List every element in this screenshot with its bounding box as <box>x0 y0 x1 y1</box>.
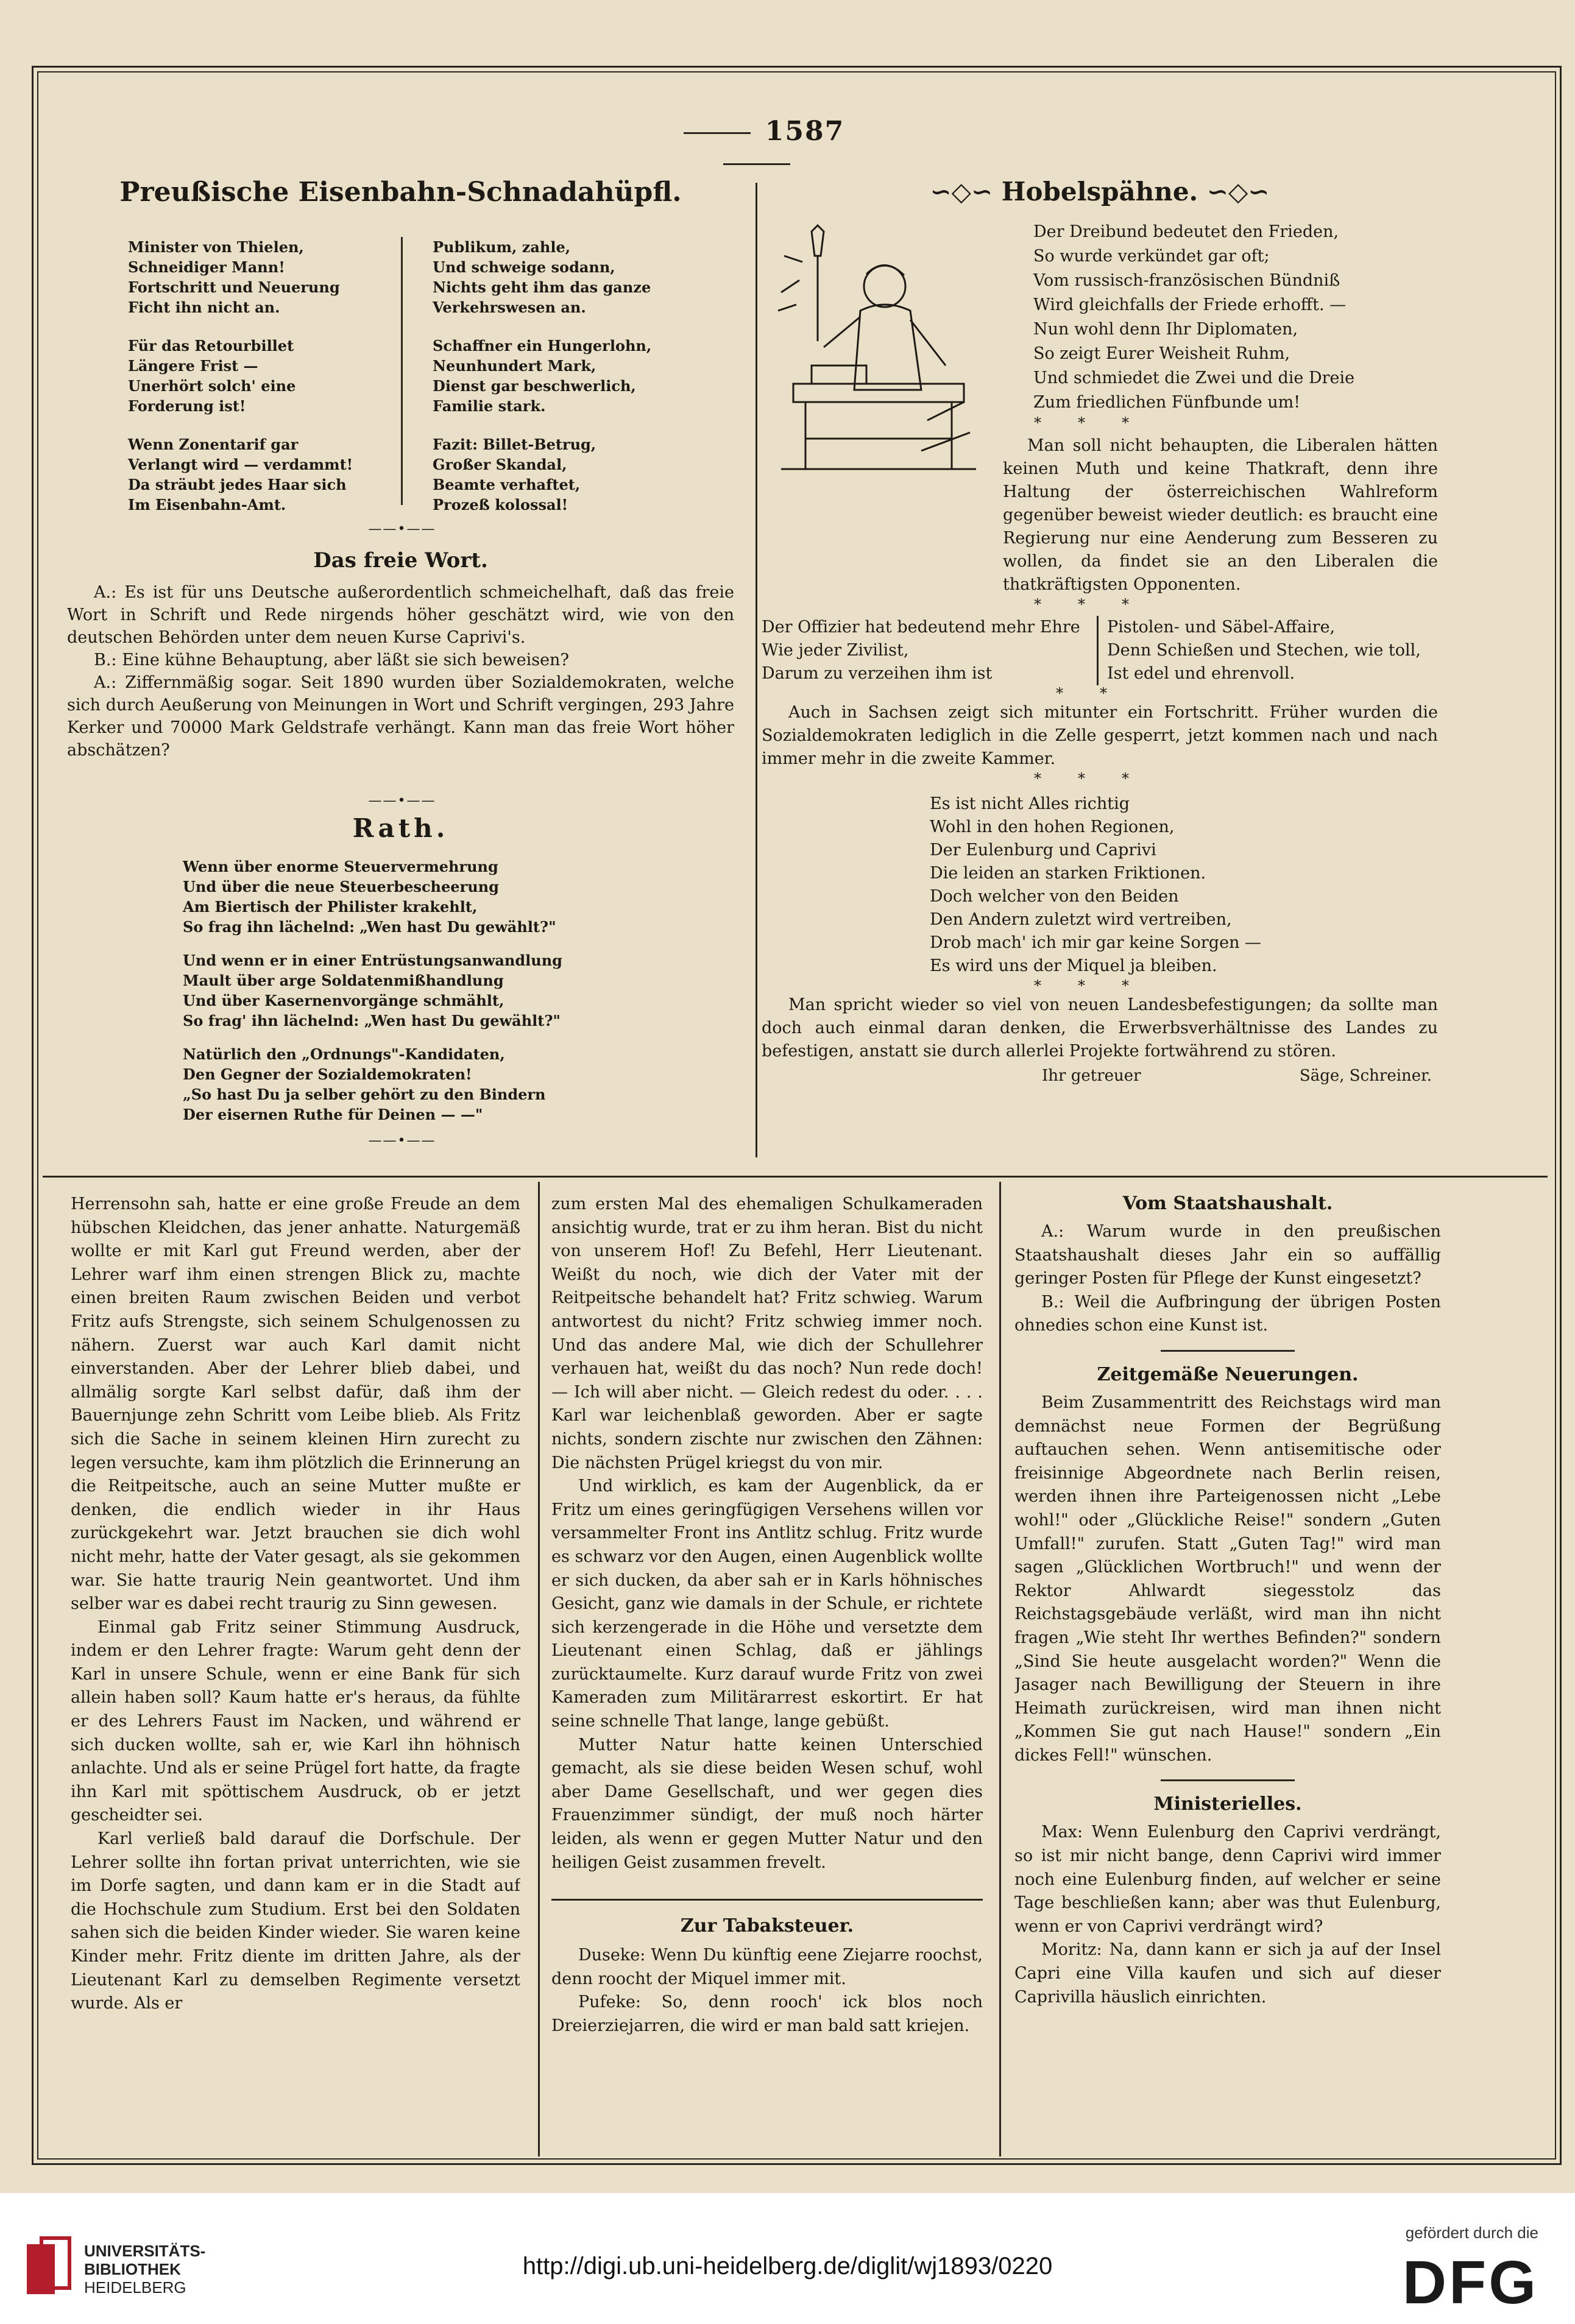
stanza: Und wenn er in einer Entrüstungsanwandlung Mault über arge Soldatenmißhandlung Und über Kasernenvorgänge schmählt, So frag' ihn lächelnd: „Wen hast Du gewählt?" <box>183 952 562 1030</box>
ornament-left-icon: ∽◇∽ <box>930 177 1002 207</box>
source-url[interactable]: http://digi.ub.uni-heidelberg.de/diglit/wj1893/0220 <box>522 2253 1053 2280</box>
paragraph: Herrensohn sah, hatte er eine große Freude an dem hübschen Kleidchen, das jener anhatte. Naturgemäß wollte er mit Karl gut Freund werden, aber der Lehrer warf ihm einen strengen Blick zu, machte einen breiten Raum zwischen Beiden und verbot Fritz aufs Strengste, sich seinem Schulgenossen zu nähern. Zuerst war auch Karl damit nicht einverstanden. Aber der Lehrer blieb dabei, und allmälig sorgte Karl selbst dafür, daß ihm der Bauernjunge zehn Schritt vom Leibe blieb. Als Fritz sich die Sache in seinem kleinen Hirn zurecht zu legen versuchte, kam ihm plötzlich die Erinnerung an die Reitpeitsche, auch an seine Mutter mußte er denken, die endlich wieder in ihr Haus zurückgekehrt war. Jetzt brauchen sie dich wohl nicht mehr, hatte der Vater gesagt, als sie gekommen war. Sie hatte traurig Nein geantwortet. Und ihm selber war es dabei recht traurig zu Sinn gewesen. <box>71 1195 520 1614</box>
tabaksteuer-title: Zur Tabaksteuer. <box>680 1915 854 1937</box>
neuerungen-title: Zeitgemäße Neuerungen. <box>1097 1363 1359 1385</box>
stanza: Natürlich den „Ordnungs"-Kandidaten, Den Gegner der Sozialdemokraten! „So hast Du ja selber gehört zu den Bindern Der eisernen Ruthe für Deinen — —" <box>183 1045 546 1123</box>
hobelspaehne-title: ∽◇∽ Hobelspähne. ∽◇∽ <box>930 177 1270 207</box>
paragraph: B.: Weil die Aufbringung der übrigen Posten ohnedies schon eine Kunst ist. <box>1014 1292 1441 1335</box>
stanza: Wenn Zonentarif gar Verlangt wird — verdammt! Da sträubt jedes Haar sich Im Eisenbahn-Amt. <box>128 436 353 514</box>
column-divider <box>538 1182 540 2156</box>
paragraph: Moritz: Na, dann kann er sich ja auf der Insel Capri eine Villa kaufen und sich auf dieser Caprivilla häuslich einrichten. <box>1014 1940 1441 2007</box>
stanza: Schaffner ein Hungerlohn, Neunhundert Mark, Dienst gar beschwerlich, Familie stark. <box>433 337 652 415</box>
staatshaushalt-title: Vom Staatshaushalt. <box>1122 1193 1333 1214</box>
schnadahuepfl-section <box>67 177 734 518</box>
library-name: UNIVERSITÄTS- BIBLIOTHEK HEIDELBERG <box>84 2242 206 2297</box>
rath-title: Rath. <box>352 813 449 843</box>
section-divider <box>551 1899 983 1901</box>
paragraph: A.: Ziffernmäßig sogar. Seit 1890 wurden über Sozialdemokraten, welche sich durch Aeußerung von Meinungen in Wort und Schrift vergingen, 293 Jahre Kerker und 70000 Mark Geldstrafe verhängt. Kann man das freie Wort höher abschätzen? <box>67 673 734 760</box>
stanza: Fazit: Billet-Betrug, Großer Skandal, Beamte verhaftet, Prozeß kolossal! <box>433 436 596 514</box>
column-divider <box>999 1182 1001 2156</box>
paragraph: zum ersten Mal des ehemaligen Schulkameraden ansichtig wurde, trat er zu ihm heran. Bist du nicht von unserem Hof! Zu Befehl, Herr Lieutenant. Weißt du noch, wie dich der Vater mit der Reitpeitsche behandelt hat? Fritz schwieg. Warum antwortest du nicht? Fritz schwieg immer noch. Und das andere Mal, wie dich der Schullehrer verhauen hat, weißt du das noch? Nun rede doch! — Ich will aber nicht. — Gleich redest du oder. . . . Karl war leichenblaß geworden. Aber er sagte nichts, sondern zischte nur zwischen den Zähnen: Die nächsten Prügel kriegst du von mir. <box>551 1195 983 1472</box>
asterisk-divider: *** <box>1034 977 1166 994</box>
stanza: Wenn über enorme Steuervermehrung Und über die neue Steuerbescheerung Am Biertisch der Philister krakehlt, So frag ihn lächelnd: „Wen hast Du gewählt?" <box>183 858 556 936</box>
asterisk-divider: *** <box>1034 414 1166 431</box>
paragraph-liberale: Man soll nicht behaupten, die Liberalen hätten keinen Muth und keine Thatkraft, denn ihre Haltung der österreichischen Wahlreform gegenüber beweist wieder deutlich: es braucht eine Regierung nur eine Aenderung zum Besseren zu wollen, da findet sie an den Liberalen die thatkräftigsten Opponenten. <box>1003 436 1438 594</box>
section-divider <box>43 1176 1548 1178</box>
separator-line <box>1161 1350 1295 1352</box>
paragraph: Karl verließ bald darauf die Dorfschule. Der Lehrer sollte ihn fortan privat unterrichten, wie sie im Dorfe sagten, und dann kam er in die Stadt auf die Hochschule zum Studium. Erst bei den Soldaten sahen sich die beiden Kinder wieder. Sie waren keine Kinder mehr. Fritz diente im dritten Jahre, als der Lieutenant Karl zu demselben Regimente versetzt wurde. Als er <box>71 1829 520 2013</box>
separator-ornament: ——•—— <box>368 521 436 537</box>
separator-ornament: ——•—— <box>368 793 436 808</box>
separator-ornament: ——•—— <box>368 1133 436 1148</box>
paragraph: Duseke: Wenn Du künftig eene Ziejarre roochst, denn roocht der Miquel immer mit. <box>551 1946 983 1988</box>
story-column-2 <box>551 1193 983 2149</box>
freie-wort-title: Das freie Wort. <box>313 548 488 573</box>
rath-section <box>67 813 734 1154</box>
asterisk-divider: *** <box>1034 770 1166 787</box>
top-column-divider <box>756 183 757 1157</box>
paragraph: A.: Warum wurde in den preußischen Staatshaushalt dieses Jahr ein so auffällig geringer Posten für Pflege der Kunst eingesetzt? <box>1014 1222 1441 1288</box>
schnadahuepfl-left <box>128 237 353 518</box>
funding-note: gefördert durch die <box>1405 2223 1538 2242</box>
offizier-verse: Der Offizier hat bedeutend mehr Ehre Wie jeder Zivilist, Darum zu verzeihen ihm ist Pistolen- und Säbel-Affaire, Denn Schießen und Stechen, wie toll, Ist edel und ehrenvoll. <box>762 616 1438 685</box>
separator-line <box>1161 1779 1295 1781</box>
stanza: Für das Retourbillet Längere Frist — Unerhört solch' eine Forderung ist! <box>128 337 296 415</box>
hobelspaehne-section <box>762 177 1438 1164</box>
paragraph: Max: Wenn Eulenburg den Caprivi verdrängt, so ist mir nicht bange, denn Caprivi wird immer noch eine Eulenburg finden, auf welcher er seine Tage beschließen kann; aber was thut Eulenburg, wenn er von Caprivi verdrängt wird? <box>1014 1823 1441 1936</box>
paragraph-sachsen: Auch in Sachsen zeigt sich mitunter ein Fortschritt. Früher wurden die Sozialdemokraten lediglich in die Zelle gesperrt, jetzt kommen nach und nach immer mehr in die zweite Kammer. <box>762 703 1438 768</box>
ornament-right-icon: ∽◇∽ <box>1198 177 1270 207</box>
paragraph: Und wirklich, es kam der Augenblick, da er Fritz um eines geringfügigen Versehens willen vor versammelter Front ins Antlitz schlug. Fritz wurde es schwarz vor den Augen, einen Augenblick wollte er sich ducken, da aber sah er in Karls höhnisches Gesicht, ganz wie damals in der Schule, er richtete sich kerzengerade in die Höhe und versetzte dem Lieutenant einen Schlag, daß er jählings zurücktaumelte. Kurz darauf wurde Fritz von zwei Kameraden zum Militärarrest eskortirt. Er hat seine schnelle That lange, lange gebüßt. <box>551 1477 983 1731</box>
stanza: Minister von Thielen, Schneidiger Mann! Fortschritt und Neuerung Ficht ihn nicht an. <box>128 238 340 316</box>
schnadahuepfl-right <box>433 237 651 518</box>
paragraph: B.: Eine kühne Behauptung, aber läßt sie sich beweisen? <box>94 651 569 669</box>
paragraph: A.: Es ist für uns Deutsche außerordentlich schmeichelhaft, daß das freie Wort in Schrift und Rede nirgends höher geschätzt wird, wie von den deutschen Behörden unter dem neuen Kurse Caprivi's. <box>67 583 734 647</box>
column-divider <box>401 237 403 505</box>
verse-eulenburg: Es ist nicht Alles richtig Wohl in den hohen Regionen, Der Eulenburg und Caprivi Die leiden an starken Friktionen. Doch welcher von den Beiden Den Andern zuletzt wird vertreiben, Drob mach' ich mir gar keine Sorgen — Es wird uns der Miquel ja bleiben. <box>930 794 1262 975</box>
right-column <box>1014 1193 1441 2149</box>
story-column-1 <box>71 1193 520 2149</box>
freie-wort-section <box>67 548 734 804</box>
page-number: 1587 <box>635 116 879 178</box>
schnadahuepfl-title: Preußische Eisenbahn-Schnadahüpfl. <box>119 177 682 208</box>
asterisk-divider: *** <box>1034 596 1166 613</box>
paragraph: Einmal gab Fritz seiner Stimmung Ausdruck, indem er den Lehrer fragte: Warum geht denn der Karl in unsere Schule, wenn er eine Bank für sich allein haben soll? Kaum hatte er's heraus, da fühlte er des Lehrers Faust im Nacken, und während er sich ducken wollte, sah er, wie Karl ihn höhnisch anlachte. Und als er seine Prügel fort hatte, da fragte ihn Karl mit spöttischem Ausdruck, ob er jetzt gescheidter sei. <box>71 1617 520 1825</box>
signature: Ihr getreuer Säge, Schreiner. <box>1042 1067 1432 1085</box>
asterisk-divider: ** <box>1056 685 1144 702</box>
verse-dreibund: Der Dreibund bedeutet den Frieden, So wurde verkündet gar oft; Vom russisch-französischen Bündniß Wird gleichfalls der Friede erhofft. — Nun wohl denn Ihr Diplomaten, So zeigt Eurer Weisheit Ruhm, Und schmiedet die Zwei und die Dreie Zum friedlichen Fünfbunde um! <box>1033 222 1355 412</box>
ministerielles-title: Ministerielles. <box>1153 1793 1302 1815</box>
paragraph-landesbefestigungen: Man spricht wieder so viel von neuen Landesbefestigungen; da sollte man doch auch einmal daran denken, die Erwerbsverhältnisse des Landes zu befestigen, anstatt sie durch allerlei Projekte fortwährend zu stören. <box>762 995 1438 1061</box>
paragraph: Pufeke: So, denn rooch' ick blos noch Dreierziejarren, die wird er man bald satt kriejen. <box>551 1993 983 2035</box>
stanza: Publikum, zahle, Und schweige sodann, Nichts geht ihm das ganze Verkehrswesen an. <box>433 238 651 316</box>
paragraph: Mutter Natur hatte keinen Unterschied gemacht, als sie diese beiden Wesen schuf, wohl aber Dame Gesellschaft, und wer gegen dies Frauenzimmer sündigt, der muß noch härter leiden, als wenn er gegen Mutter Natur und den heiligen Geist zusammen frevelt. <box>551 1735 983 1872</box>
footer <box>0 2193 1575 2324</box>
paragraph: Beim Zusammentritt des Reichstags wird man demnächst neue Formen der Begrüßung auftauchen sehen. Wenn antisemitische oder freisinnige Abgeordnete nach Berlin reisen, werden ihnen ihre Parteigenossen nicht „Lebe wohl!" oder „Glückliche Reise!" sondern „Guten Umfall!" zurufen. Statt „Guten Tag!" wird man sagen „Glücklichen Wortbruch!" und wenn der Rektor Ahlwardt siegesstolz das Reichstagsgebäude verläßt, wird man ihn nicht fragen „Wie steht Ihr werthes Befinden?" sondern „Sind Sie heute ausgelacht worden?" Wenn die Jasager nach Bewilligung der Steuern in ihre Heimath zurückreisen, wird man ihnen nicht „Kommen Sie gut nach Hause!" sondern „Ein dickes Fell!" wünschen. <box>1014 1393 1441 1765</box>
dfg-logo[interactable]: DFG <box>1402 2248 1538 2317</box>
